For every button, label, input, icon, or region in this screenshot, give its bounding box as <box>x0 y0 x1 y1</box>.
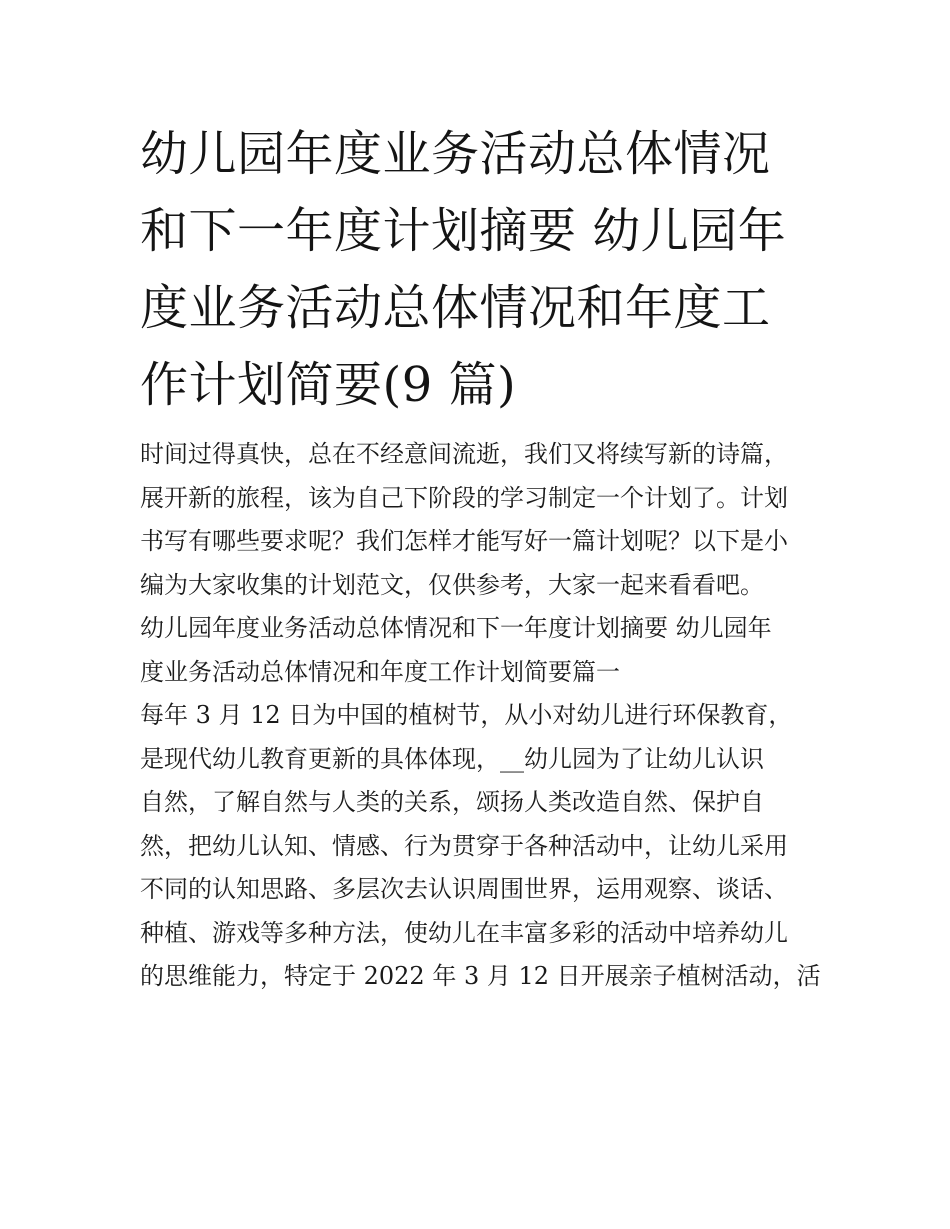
document-body <box>140 433 830 999</box>
body-line: 展开新的旅程，该为自己下阶段的学习制定一个计划了。计划 <box>140 483 788 512</box>
body-line: 种植、游戏等多种方法，使幼儿在丰富多彩的活动中培养幼儿 <box>140 918 788 947</box>
body-line: 的思维能力，特定于 2022 年 3 月 12 日开展亲子植树活动，活 <box>140 962 821 990</box>
document-title <box>140 116 820 424</box>
body-line: 不同的认知思路、多层次去认识周围世界，运用观察、谈话、 <box>140 875 788 903</box>
body-line: 每年 3 月 12 日为中国的植树节，从小对幼儿进行环保教育， <box>140 701 793 729</box>
body-line: 书写有哪些要求呢？我们怎样才能写好一篇计划呢？以下是小 <box>140 527 788 555</box>
title-line: 作计划简要(9 篇) <box>140 357 517 413</box>
section-heading-line: 幼儿园年度业务活动总体情况和下一年度计划摘要 幼儿园年 <box>140 614 772 642</box>
body-line: 然，把幼儿认知、情感、行为贯穿于各种活动中，让幼儿采用 <box>140 831 788 860</box>
title-line: 幼儿园年度业务活动总体情况 <box>140 126 771 182</box>
body-line: 编为大家收集的计划范文，仅供参考，大家一起来看看吧。 <box>140 570 764 599</box>
body-line: 自然，了解自然与人类的关系，颂扬人类改造自然、保护自 <box>140 788 764 816</box>
title-line: 和下一年度计划摘要 幼儿园年 <box>140 203 787 259</box>
section-heading-line: 度业务活动总体情况和年度工作计划简要篇一 <box>140 657 620 686</box>
body-line: 是现代幼儿教育更新的具体体现，__幼儿园为了让幼儿认识 <box>140 744 764 773</box>
title-line: 度业务活动总体情况和年度工 <box>140 280 771 336</box>
body-line: 时间过得真快，总在不经意间流逝，我们又将续写新的诗篇， <box>140 440 788 468</box>
